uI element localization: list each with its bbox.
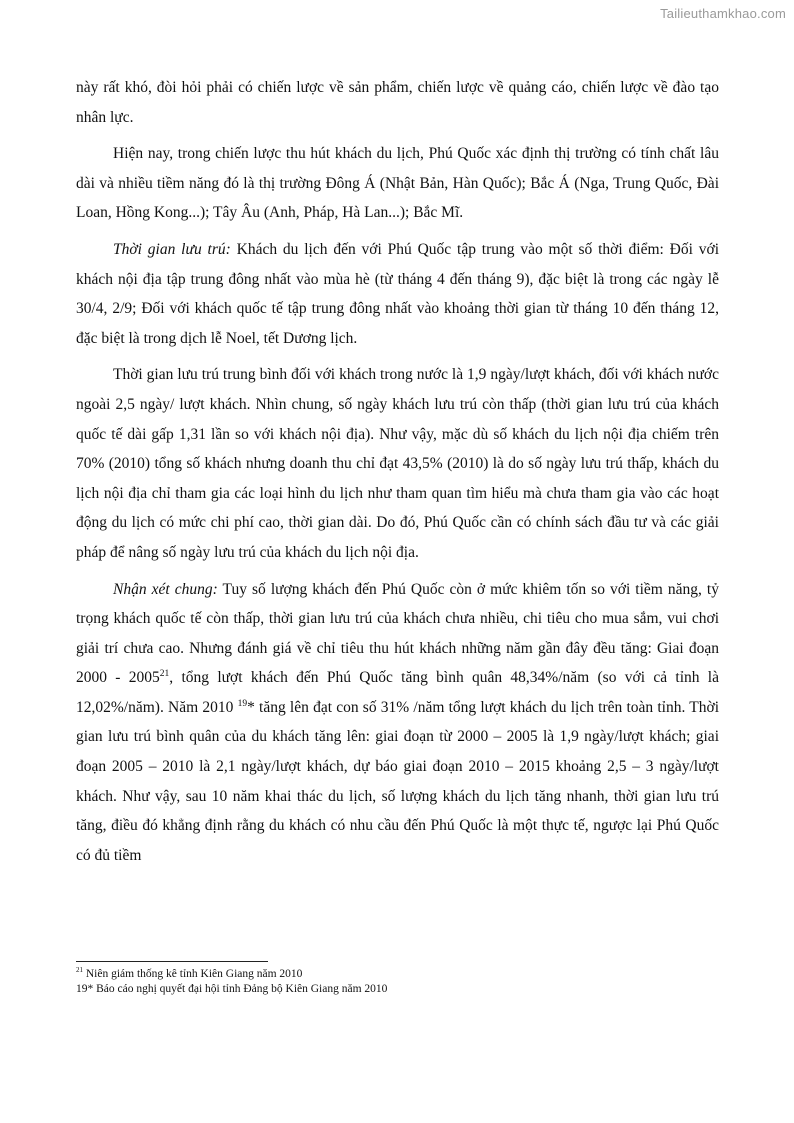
footnote-19: 19* Báo cáo nghị quyết đại hội tỉnh Đảng bộ Kiên Giang năm 2010 <box>76 983 388 995</box>
length-of-stay-text: Khách du lịch đến với Phú Quốc tập trung vào một số thời điểm: Đối với khách nội địa tập trung đông nhất vào mùa hè (từ tháng 4 đến tháng 9), đặc biệt là trong các ngày lễ 30/4, 2/9; Đối với khách quốc tế tập trung đông nhất vào khoảng thời gian từ tháng 10 đến tháng 12, đặc biệt là trong dịch lễ Noel, tết Dương lịch. <box>76 240 720 347</box>
general-remarks-text-a: Tuy số lượng khách đến Phú Quốc còn ở mức khiêm tốn so với tiềm năng, tỷ trọng khách quốc tế còn thấp, thời gian lưu trú của khách chưa nhiều, chi tiêu cho mua sắm, vui chơi giải trí chưa cao. Nhưng đánh giá về chỉ tiêu thu hút khách những năm gần đây đều tăng: Giai đoạn 2000 - 2005 <box>76 580 719 687</box>
footnotes-section <box>76 961 716 997</box>
footnote-ref-19[interactable]: 19 <box>237 698 248 709</box>
footnote-21 <box>76 967 716 982</box>
document-body <box>76 73 719 870</box>
paragraph-continuation: này rất khó, đòi hỏi phải có chiến lược về sản phẩm, chiến lược về quảng cáo, chiến lược về đào tạo nhân lực. <box>76 79 719 126</box>
paragraph-general-remarks <box>76 575 719 871</box>
general-remarks-text-c: * tăng lên đạt con số 31% /năm tổng lượt khách du lịch trên toàn tỉnh. Thời gian lưu trú bình quân của du khách tăng lên: giai đoạn từ 2000 – 2005 là 1,9 ngày/lượt khách; giai đoạn 2005 – 2010 là 2,1 ngày/lượt khách, dự báo giai đoạn 2010 – 2015 khoảng 2,5 – 3 ngày/lượt khách. Như vậy, sau 10 năm khai thác du lịch, số lượng khách du lịch tăng nhanh, thời gian lưu trú tăng, điều đó khẳng định rằng du khách có nhu cầu đến Phú Quốc là một thực tế, ngược lại Phú Quốc có đủ tiềm <box>76 698 719 864</box>
footnote-ref-21[interactable]: 21 <box>159 669 170 680</box>
general-remarks-text-b: , tổng lượt khách đến Phú Quốc tăng bình quân 48,34%/năm (so với cả tỉnh là 12,02%/năm). Năm 2010 <box>76 669 719 716</box>
watermark-text: Tailieuthamkhao.com <box>660 6 786 21</box>
paragraph-length-of-stay <box>76 235 719 353</box>
length-of-stay-label: Thời gian lưu trú: <box>113 240 231 258</box>
footnote-21-text: Niên giám thống kê tỉnh Kiên Giang năm 2010 <box>83 968 303 980</box>
footnote-21-mark: 21 <box>76 966 83 975</box>
paragraph-markets: Hiện nay, trong chiến lược thu hút khách du lịch, Phú Quốc xác định thị trường có tính chất lâu dài và nhiều tiềm năng đó là thị trường Đông Á (Nhật Bản, Hàn Quốc); Bắc Á (Nga, Trung Quốc, Đài Loan, Hồng Kong...); Tây Âu (Anh, Pháp, Hà Lan...); Bắc Mĩ. <box>76 145 719 222</box>
footnote-divider <box>76 961 268 962</box>
paragraph-average-stay: Thời gian lưu trú trung bình đối với khách trong nước là 1,9 ngày/lượt khách, đối với khách nước ngoài 2,5 ngày/ lượt khách. Nhìn chung, số ngày khách lưu trú còn thấp (thời gian lưu trú của khách quốc tế dài gấp 1,31 lần so với khách nội địa). Như vậy, mặc dù số khách du lịch nội địa chiếm trên 70% (2010) tổng số khách nhưng doanh thu chỉ đạt 43,5% (2010) là do số ngày lưu trú thấp, khách du lịch nội địa chỉ tham gia các loại hình du lịch như tham quan tìm hiểu mà chưa tham gia vào các hoạt động du lịch có mức chi phí cao, thời gian dài. Do đó, Phú Quốc cần có chính sách đầu tư và các giải pháp để nâng số ngày lưu trú của khách du lịch nội địa. <box>76 366 719 561</box>
general-remarks-label: Nhận xét chung: <box>113 580 218 598</box>
